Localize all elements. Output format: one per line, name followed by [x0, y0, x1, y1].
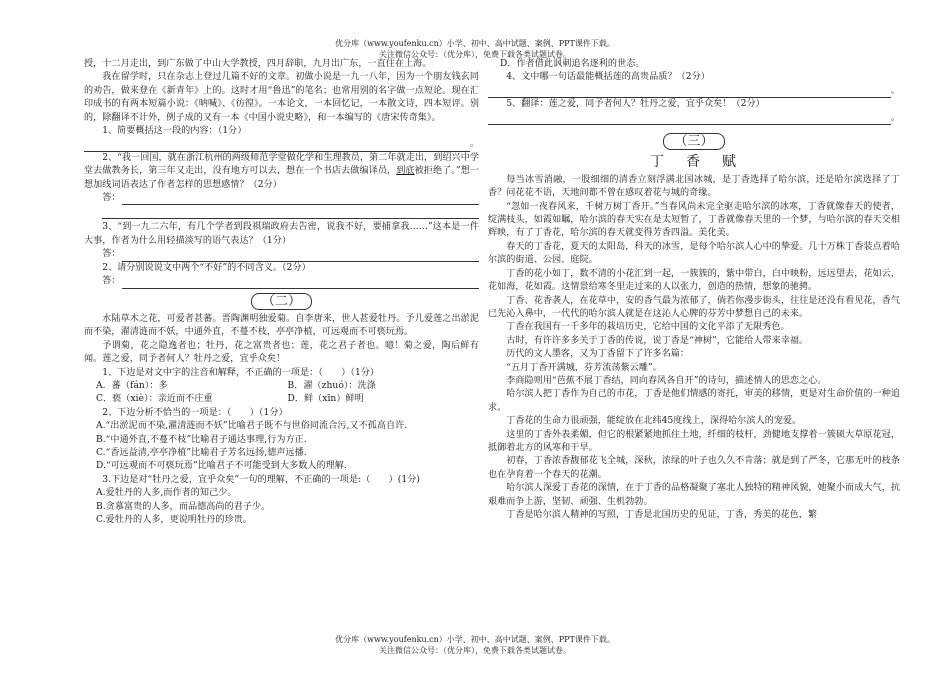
essay-paragraph: 古时，有许许多多关于丁香的传说，说丁香是“神树”，它能给人带来幸福。 [506, 335, 809, 346]
question-4: 2、请分别说说文中两个“不好”的不同含义。（2分） [102, 262, 311, 273]
left-column [84, 58, 479, 527]
essay-paragraph: “忽如一夜春风来，千树万树丁香开。”当春风尚未完全驱走哈尔滨的冰寒，丁香就像春天的使者，绽满枝头，如霞如瞩，哈尔滨的春天实在是太短暂了，丁香就像春天里的一个梦，与哈尔滨的春天交相辉映，有了丁香花，哈尔滨的春天就变得芳香四溢。美化美。 [488, 201, 900, 239]
essay-paragraph: 哈尔滨人深爱丁香花的深情，在于丁香的品格凝聚了塞北人独特的精神风貌，她聚小而成大气，抗艰难而争上游，坚韧、顽强、生机勃勃。 [488, 483, 900, 507]
essay-paragraph: 每当冰雪消融，一股细细的清香立刻浮满北国冰城，是丁香选择了哈尔滨，还是哈尔滨选择了丁香？问花花不语，天地间都不曾在感叹着花与城的奇缘。 [488, 174, 900, 199]
question-2: 2、“我一回国，就在浙江杭州的两级师范学堂做化学和生理教员，第二年就走出，到绍兴中学堂去做教务长，第三年又走出，没有地方可以去，想在一个书店去做编译员，到底被拒绝了。”想一想加线词语表达了作者怎样的思想感情？（2分） [84, 152, 480, 190]
answer-line-1[interactable]: 。 [84, 138, 479, 151]
mc-question-2: 2、下边分析不恰当的一项是：（ ）（1分） [102, 407, 288, 418]
essay-title: 丁香赋 [650, 154, 758, 171]
question-4-lotus: 4、文中哪一句话最能概括莲的高贵品质？（2分） [506, 72, 710, 83]
essay-paragraph: “五月丁香开满城，芬芳流荡紫云雕”。 [506, 362, 662, 373]
mc1-option-a[interactable]: A．蕃（fán）：多 [96, 380, 168, 391]
essay-paragraph: 丁香在我国有一千多年的栽培历史，它给中国的文化平添了无限秀色。 [506, 322, 790, 333]
answer-line-3[interactable]: 答： [84, 248, 479, 261]
mc2-option-b[interactable]: B.“中通外直,不蔓不枝”比喻君子通达事理,行为方正. [96, 434, 307, 445]
mc3-option-b[interactable]: B.贪慕富贵的人多，而品德高尚的君子少。 [96, 501, 271, 512]
section-3-heading: （三） [488, 133, 900, 150]
essay-body [488, 174, 900, 523]
mc2-option-c[interactable]: C.“香远益清,亭亭净植”比喻君子芳名远扬,德声远播. [96, 447, 307, 458]
answer-line-2b[interactable] [102, 206, 479, 219]
mc2-option-a[interactable]: A.“出淤泥而不染,濯清涟而不妖”比喻君子既不与世俗同流合污,又不孤高自许. [96, 421, 408, 432]
mc1-options-ab [84, 380, 479, 393]
answer-line-q5[interactable]: 。 [488, 112, 900, 125]
header-line-1: 优分库（www.youfenku.cn）小学、初中、高中试题、案例、PPT课件下载。 [335, 39, 615, 48]
answer-line-q4[interactable]: 。 [488, 85, 900, 98]
footer-line-1: 优分库（www.youfenku.cn）小学、初中、高中试题、案例、PPT课件下载。 [335, 635, 615, 644]
header-line-2: 关注微信公众号：（优分库），免费下载各类试题试卷。 [379, 50, 571, 59]
mc1-option-d[interactable]: D．鲜（xīn）鲜明 [287, 394, 364, 405]
essay-paragraph: 这里的丁香外表柔媚，但它的根紧紧地抓住土地，纤细的枝杆，劲健地支撑着一簇硕大草原花冠，抵御着北方的风寒和干旱。 [488, 429, 900, 453]
section-2-heading: （二） [84, 293, 479, 310]
essay-paragraph: 丁香是哈尔滨人精神的写照，丁香是北国历史的见证，丁香，秀美的花色，繁 [506, 510, 818, 520]
underlined-word: 到底 [396, 166, 415, 177]
passage1-paragraph-1: 授，十二月走出，到广东做了中山大学教授，四月辞职，九月出广东，一直住在上海。 [84, 59, 432, 69]
answer-line-4[interactable]: 答： [84, 275, 479, 288]
essay-paragraph: 春天的丁香花，夏天的太阳岛，科天的冰雪，是每个哈尔滨人心中的挚爱。几十万株丁香装点着哈尔滨的街道、公园、庭院。 [488, 241, 900, 266]
passage2-paragraph-2: 予谓菊，花之隐逸者也；牡丹，花之富贵者也；莲，花之君子者也。噫！菊之爱，陶后鲜有闻。莲之爱，同予者何人？牡丹之爱，宜乎众矣！ [84, 340, 479, 365]
essay-paragraph: 哈尔滨人把丁香作为自己的市花，丁香是他们情感的寄托，审美的移情，更是对生命价值的一种追求。 [488, 389, 900, 413]
mc-question-1: 1、下边是对文中字的注音和解释，不正确的一项是：（ ）（1分） [102, 367, 380, 378]
essay-paragraph: 历代的文人墨客，又为丁香留下了许多名篇： [506, 349, 690, 360]
mc-question-3: 3.下边是对“牡丹之爱，宜乎众矣”一句的理解，不正确的一项是:（ ）(1分) [102, 474, 420, 485]
essay-paragraph: 丁香的花小如丁，数不清的小花汇到一起，一簇簇的，紫中带白，白中映粉，远远望去，花如云，花如海，花如霞。这情景给寒冬里走过来的人以张力，创造的热情，想象的驰骋。 [488, 268, 900, 293]
passage2-paragraph-1: 水陆草木之花，可爱者甚蕃。晋陶渊明独爱菊。自李唐来，世人甚爱牡丹。予几爱莲之出淤泥而不染，濯清涟而不妖，中通外直，不蔓不枝，亭亭净植，可远观而不可亵玩焉。 [84, 313, 479, 338]
essay-paragraph: 初春，丁香浓香馥郁花飞全城，深秋，浓绿的叶子也久久不肯落；就是到了严冬，它那无叶的枝条也在孕育着一个春天的花潮。 [488, 456, 900, 480]
mc1-options-cd [84, 393, 479, 406]
page-footer [0, 634, 950, 656]
mc3-option-a[interactable]: A.爱牡丹的人多,而作者的知己少。 [96, 488, 237, 499]
page-header [0, 38, 950, 60]
mc3-option-c[interactable]: C.爱牡丹的人多，更说明牡丹的珍贵。 [96, 515, 252, 525]
mc3-option-d[interactable]: D．作者借此讽刺追名逐利的世态。 [500, 59, 645, 69]
essay-paragraph: 丁香、花香袭人，在花草中，安的香气最为浓郁了，倘若你漫步街头，往往是还没有看见花，香气已先沁入鼻中，一代代的哈尔滨人就是在这沁人心脾的芬芳中梦想自己的未来。 [488, 295, 900, 319]
question-3: 3、“到一九二六年，有几个学者到段祺瑞政府去告密，说我不好，要捕拿我……”这本是一件大事，作者为什么用轻描淡写的语气表达？（1分） [84, 222, 479, 246]
mc1-option-c[interactable]: C．亵（xiè）：亲近而不庄重 [96, 394, 213, 405]
mc2-option-d[interactable]: D.“可远观而不可亵玩焉”比喻君子不可能受到大多数人的理解. [96, 461, 347, 472]
right-column [488, 58, 900, 522]
question-5-translate: 5、翻译：莲之爱，同予者何人？牡丹之爱，宜乎众矣！（2分） [506, 99, 765, 110]
question-1: 1、简要概括这一段的内容：（1分） [102, 126, 247, 137]
footer-line-2: 关注微信公众号：（优分库），免费下载各类试题试卷。 [379, 646, 571, 655]
essay-paragraph: 李商隐则用“芭蕉不展丁香结，同向春风各自开”的诗句，描述情人的思恋之心。 [506, 375, 827, 386]
essay-paragraph: 丁香花的生命力很顽强，能绽放在北纬45度线上，深得哈尔滨人的宠爱。 [506, 416, 802, 427]
passage1-paragraph-2: 我在留学时，只在杂志上登过几篇不好的文章。初做小说是一九一八年，因为一个朋友钱玄同的劝告，做来登在《新青年》上的。这时才用“鲁迅”的笔名；也常用别的名字做一点短论。现在汇印成书的有两本短篇小说：《呐喊》、《彷徨》。一本论文，一本回忆记，一本散文诗，四本短评。别的，除翻译不计外，例子成的又有一本《中国小说史略》，和一本编写的《唐宋传奇集》。 [84, 72, 479, 123]
mc1-option-b[interactable]: B．濯（zhuó）：洗涤 [287, 380, 376, 391]
answer-line-2[interactable]: 答： [84, 192, 479, 205]
